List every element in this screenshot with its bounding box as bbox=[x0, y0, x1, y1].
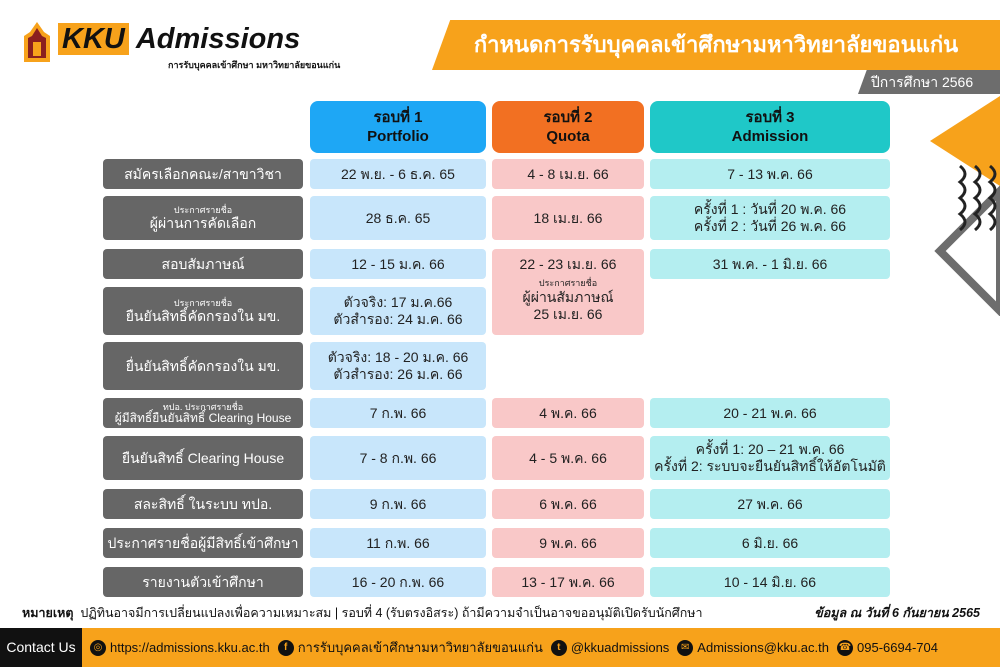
cell-announce-round1: 28 ธ.ค. 65 bbox=[310, 196, 486, 240]
cell-interview-round1: 12 - 15 ม.ค. 66 bbox=[310, 249, 486, 279]
academic-year: ปีการศึกษา 2566 bbox=[870, 74, 974, 90]
twitter-link[interactable]: t @kkuadmissions bbox=[551, 640, 669, 656]
row-label-eligible: ประกาศรายชื่อผู้มีสิทธิ์เข้าศึกษา bbox=[103, 528, 303, 558]
page-title: กำหนดการรับบุคคลเข้าศึกษามหาวิทยาลัยขอนแก่น bbox=[473, 32, 959, 57]
round-2-header: รอบที่ 2 Quota bbox=[492, 101, 644, 153]
row-label-announce: ประกาศรายชื่อ ผู้ผ่านการคัดเลือก bbox=[103, 196, 303, 240]
cell-waive-round3: 27 พ.ค. 66 bbox=[650, 489, 890, 519]
twitter-icon: t bbox=[551, 640, 567, 656]
cell-clearing-round2: 4 - 5 พ.ค. 66 bbox=[492, 436, 644, 480]
round-1-header: รอบที่ 1 Portfolio bbox=[310, 101, 486, 153]
footnote: หมายเหตุ ปฏิทินอาจมีการเปลี่ยนแปลงเพื่อความเหมาะสม | รอบที่ 4 (รับตรงอิสระ) ถ้ามีความจำเป็นอาจขออนุมัติเปิดรับนักศึกษา bbox=[22, 606, 703, 620]
row-label-apply: สมัครเลือกคณะ/สาขาวิชา bbox=[103, 159, 303, 189]
cell-report-round2: 13 - 17 พ.ค. 66 bbox=[492, 567, 644, 597]
decorative-shapes bbox=[920, 96, 1000, 316]
cell-eligible-round3: 6 มิ.ย. 66 bbox=[650, 528, 890, 558]
cell-waive-round1: 9 ก.พ. 66 bbox=[310, 489, 486, 519]
row-label-waive: สละสิทธิ์ ในระบบ ทปอ. bbox=[103, 489, 303, 519]
contact-footer bbox=[0, 628, 1000, 667]
mail-icon: ✉ bbox=[677, 640, 693, 656]
cell-waive-round2: 6 พ.ค. 66 bbox=[492, 489, 644, 519]
row-label-clearing-list: ทปอ. ประกาศรายชื่อ ผู้มีสิทธิ์ยืนยันสิทธิ์ Clearing House bbox=[103, 398, 303, 428]
phone-icon: ☎ bbox=[837, 640, 853, 656]
cell-eligible-round2: 9 พ.ค. 66 bbox=[492, 528, 644, 558]
row-label-clearing: ยืนยันสิทธิ์ Clearing House bbox=[103, 436, 303, 480]
cell-clearing-round1: 7 - 8 ก.พ. 66 bbox=[310, 436, 486, 480]
cell-clearing-list-round3: 20 - 21 พ.ค. 66 bbox=[650, 398, 890, 428]
website-link[interactable]: ◎ https://admissions.kku.ac.th bbox=[90, 640, 270, 656]
globe-icon: ◎ bbox=[90, 640, 106, 656]
cell-announce-round2: 18 เม.ย. 66 bbox=[492, 196, 644, 240]
cell-interview-round3: 31 พ.ค. - 1 มิ.ย. 66 bbox=[650, 249, 890, 279]
cell-apply-round2: 4 - 8 เม.ย. 66 bbox=[492, 159, 644, 189]
cell-apply-round3: 7 - 13 พ.ค. 66 bbox=[650, 159, 890, 189]
cell-report-round3: 10 - 14 มิ.ย. 66 bbox=[650, 567, 890, 597]
cell-eligible-round1: 11 ก.พ. 66 bbox=[310, 528, 486, 558]
cell-confirm-round1: ตัวจริง: 18 - 20 ม.ค. 66 ตัวสำรอง: 26 ม.ค. 66 bbox=[310, 342, 486, 390]
contact-us-label: Contact Us bbox=[0, 628, 82, 667]
row-label-report: รายงานตัวเข้าศึกษา bbox=[103, 567, 303, 597]
row-label-confirm: ยื่นยันสิทธิ์คัดกรองใน มข. bbox=[103, 342, 303, 390]
cell-announce-round3: ครั้งที่ 1 : วันที่ 20 พ.ค. 66 ครั้งที่ 2 : วันที่ 26 พ.ค. 66 bbox=[650, 196, 890, 240]
cell-confirm-list-round1: ตัวจริง: 17 ม.ค.66 ตัวสำรอง: 24 ม.ค. 66 bbox=[310, 287, 486, 335]
row-label-interview: สอบสัมภาษณ์ bbox=[103, 249, 303, 279]
data-as-of: ข้อมูล ณ วันที่ 6 กันยายน 2565 bbox=[814, 606, 980, 620]
cell-clearing-list-round2: 4 พ.ค. 66 bbox=[492, 398, 644, 428]
cell-interview-round2: 22 - 23 เม.ย. 66 ประกาศรายชื่อ ผู้ผ่านสัมภาษณ์ 25 เม.ย. 66 bbox=[492, 249, 644, 335]
facebook-icon: f bbox=[278, 640, 294, 656]
kku-logo bbox=[22, 22, 340, 72]
row-label-confirm-list: ประกาศรายชื่อ ยืนยันสิทธิ์คัดกรองใน มข. bbox=[103, 287, 303, 335]
cell-clearing-list-round1: 7 ก.พ. 66 bbox=[310, 398, 486, 428]
email-link[interactable]: ✉ Admissions@kku.ac.th bbox=[677, 640, 829, 656]
university-crest-icon bbox=[22, 22, 52, 64]
round-3-header: รอบที่ 3 Admission bbox=[650, 101, 890, 153]
cell-clearing-round3: ครั้งที่ 1: 20 – 21 พ.ค. 66 ครั้งที่ 2: ระบบจะยืนยันสิทธิ์ให้อัตโนมัติ bbox=[650, 436, 890, 480]
facebook-link[interactable]: f การรับบุคคลเข้าศึกษามหาวิทยาลัยขอนแก่น bbox=[278, 637, 543, 658]
brand-subtitle: การรับบุคคลเข้าศึกษา มหาวิทยาลัยขอนแก่น bbox=[168, 60, 341, 70]
phone-link[interactable]: ☎ 095-6694-704 bbox=[838, 640, 938, 655]
cell-report-round1: 16 - 20 ก.พ. 66 bbox=[310, 567, 486, 597]
cell-apply-round1: 22 พ.ย. - 6 ธ.ค. 65 bbox=[310, 159, 486, 189]
brand-title: KKU Admissions bbox=[58, 22, 340, 56]
